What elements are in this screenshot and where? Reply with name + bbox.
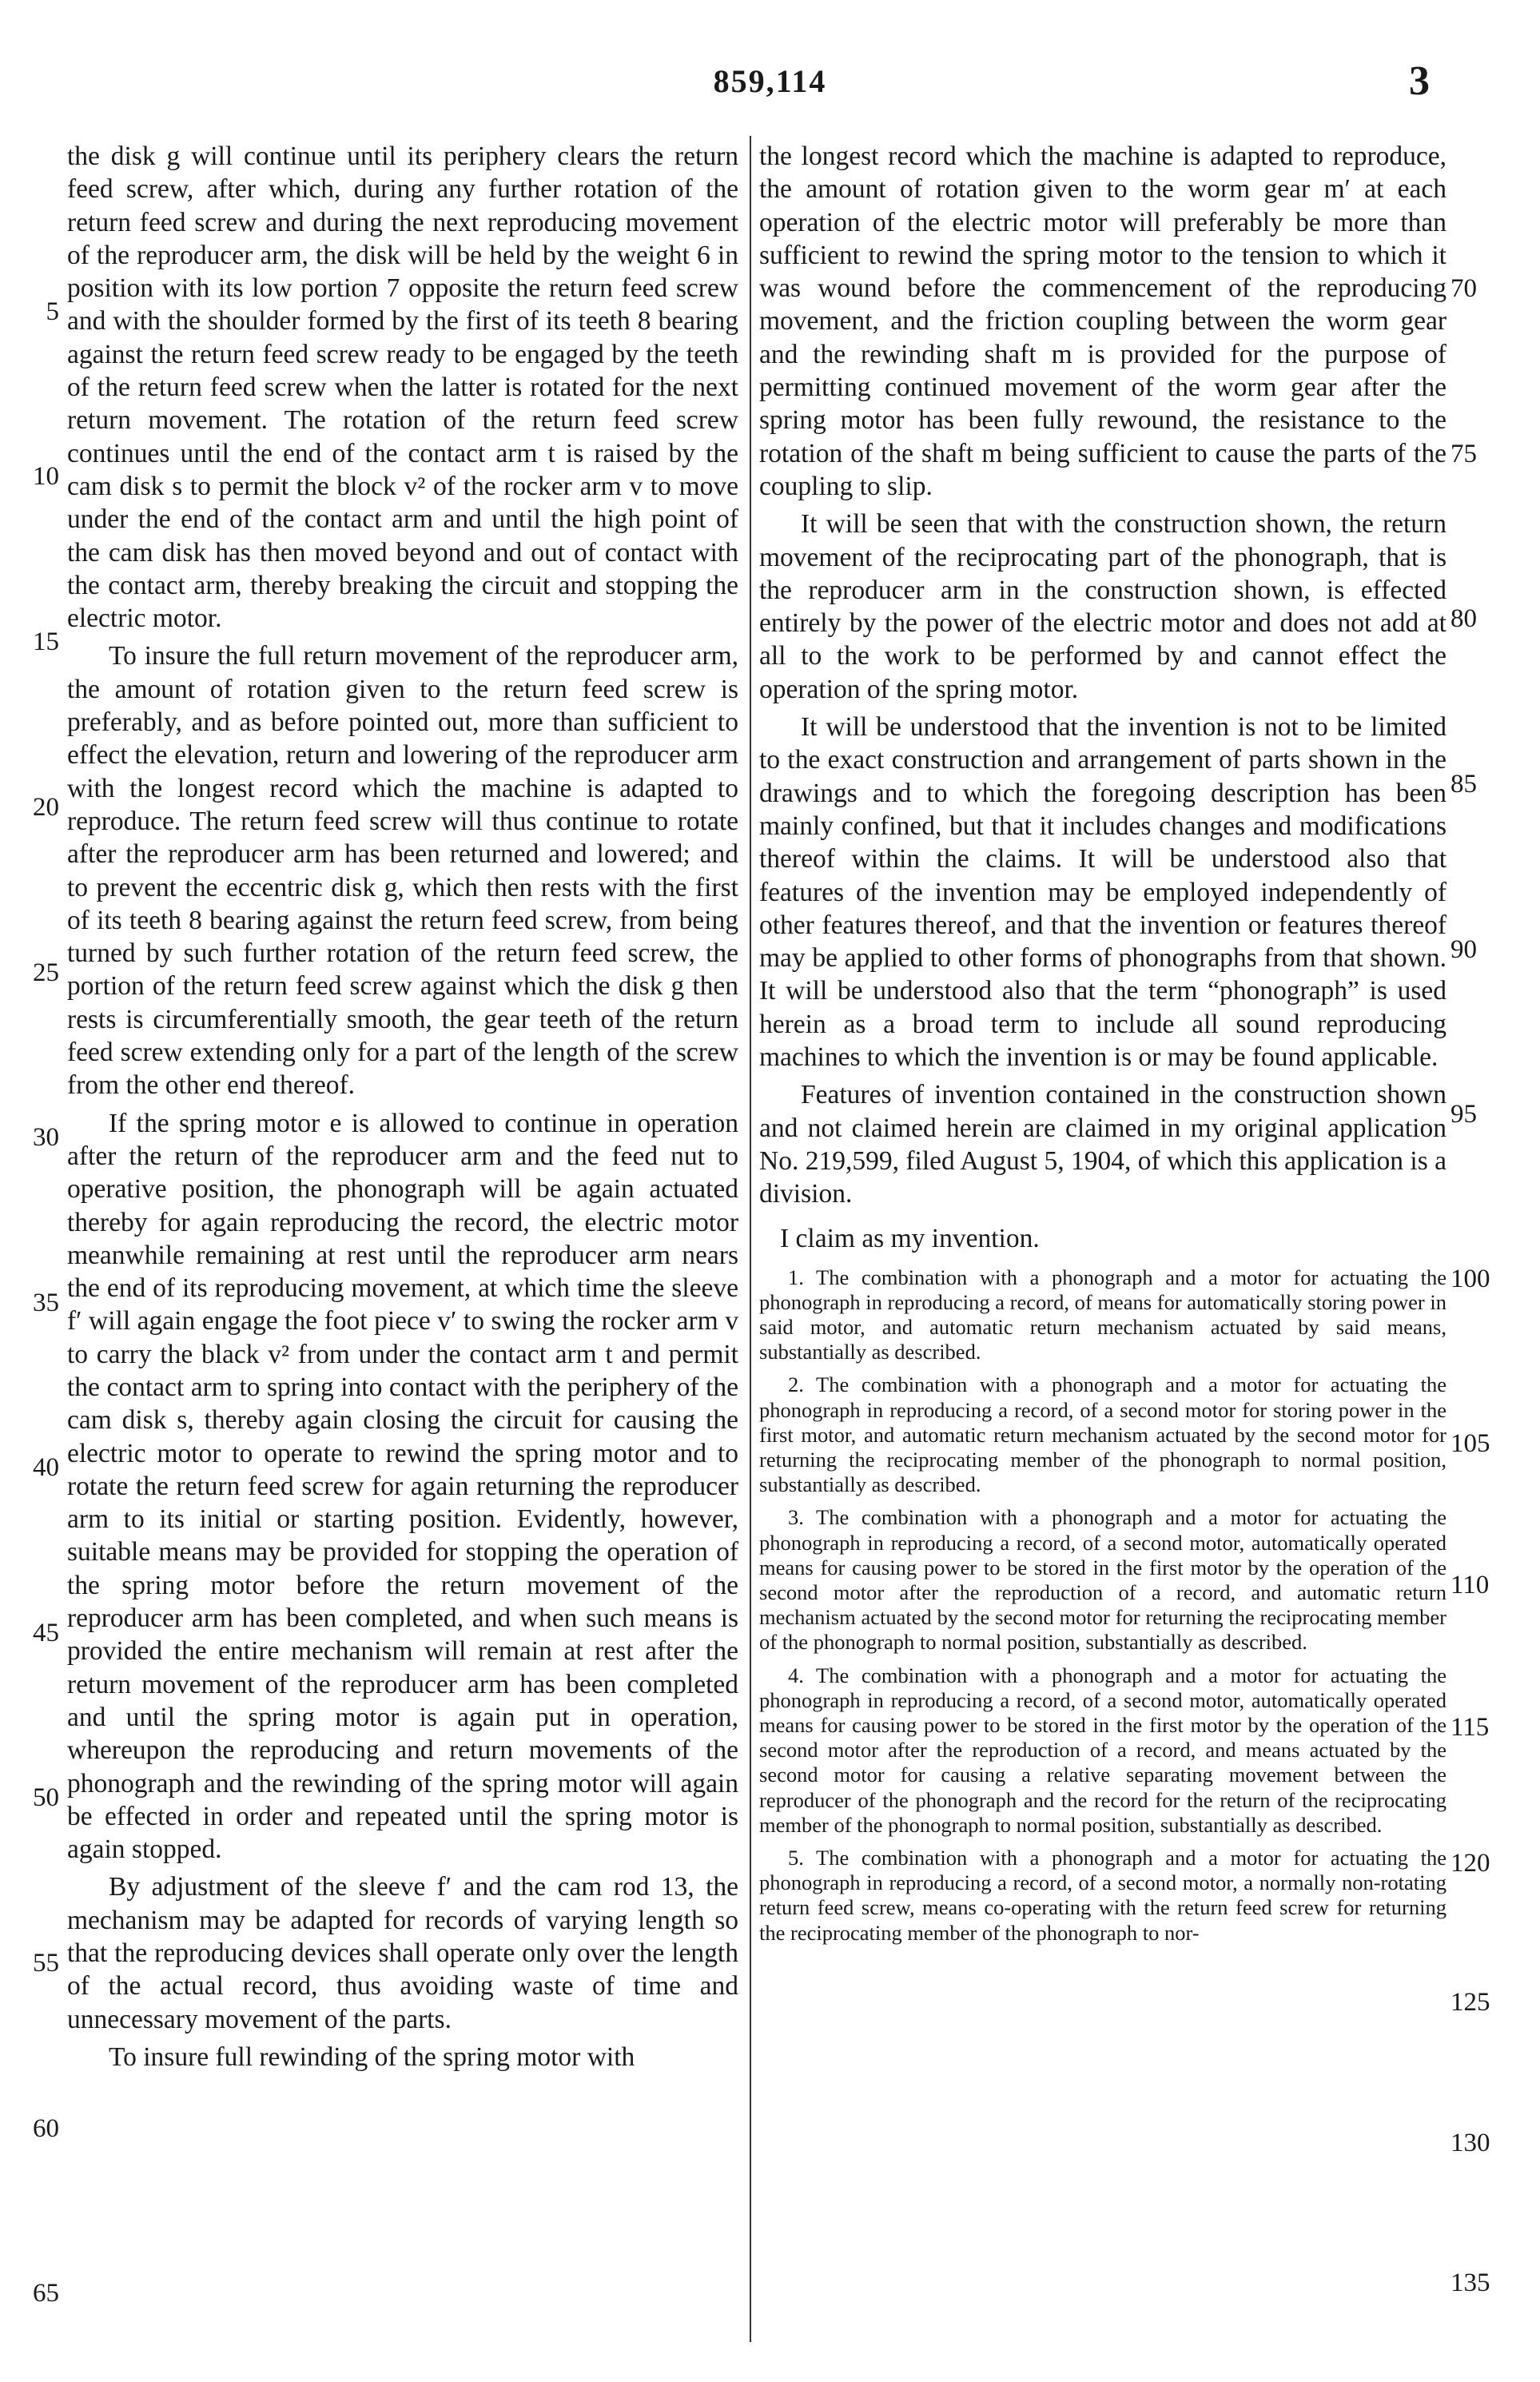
line-number: 130 xyxy=(1450,2129,1490,2157)
right-paragraph-2: It will be seen that with the construction shown, the return movement of the reciprocating part of the phonograph, that is the reproducer arm in the construction shown, is effected entirely by the power of the electric motor and does not add at all to the work to be performed by and cannot effect the operation of the spring motor. xyxy=(759,509,1446,704)
line-number: 55 xyxy=(33,1949,59,1978)
page-number: 3 xyxy=(1409,58,1430,104)
claims-heading: I claim as my invention. xyxy=(780,1223,1040,1253)
line-number: 85 xyxy=(1450,770,1477,799)
claim-4: 4. The combination with a phonograph and a motor for actuating the phonograph in reproducing a record, of a second motor, automatically operated means for causing power to be stored in the first motor by the operation of the second motor after the reproduction of a record, and means actuated by the second motor for causing a relative separating movement between the reproducer of the phonograph and the record for the return of the reciprocating member of the phonograph to normal position, substantially as described. xyxy=(759,1663,1446,1837)
line-number: 5 xyxy=(46,297,59,326)
right-paragraph-4: Features of invention contained in the construction shown and not claimed herein are claimed in my original application No. 219,599, filed August 5, 1904, of which this application is a division. xyxy=(759,1080,1446,1209)
left-paragraph-4: By adjustment of the sleeve f′ and the cam rod 13, the mechanism may be adapted for records of varying length so that the reproducing devices shall operate only over the length of the actual record, thus avoiding waste of time and unnecessary movement of the parts. xyxy=(67,1872,738,2034)
right-paragraph-3: It will be understood that the invention is not to be limited to the exact construction and arrangement of parts shown in the drawings and to which the foregoing description has been mainly confined, but that it includes changes and modifications thereof within the claims. It will be understood also that features of the invention may be employed independently of other features thereof, and that the invention or features thereof may be applied to other forms of phonographs from that shown. It will be understood also that the term “phonograph” is used herein as a broad term to include all sound reproducing machines to which the invention is or may be found applicable. xyxy=(759,712,1446,1073)
line-number: 50 xyxy=(33,1783,59,1812)
line-number: 30 xyxy=(33,1123,59,1152)
line-number: 135 xyxy=(1450,2268,1490,2297)
left-paragraph-3: If the spring motor e is allowed to continue in operation after the return of the reproducer arm and the feed nut to operative position, the phonograph will be again actuated thereby for again reproducing the record, the electric motor meanwhile remaining at rest until the reproducer arm nears the end of its reproducing movement, at which time the sleeve f′ will again engage the foot piece v′ to swing the rocker arm v to carry the black v² from under the contact arm t and permit the contact arm to spring into contact with the periphery of the cam disk s, thereby again closing the circuit for causing the electric motor to operate to rewind the spring motor and to rotate the return feed screw for again returning the reproducer arm to its initial or starting position. Evidently, however, suitable means may be provided for stopping the operation of the spring motor before the return movement of the reproducer arm has been completed, and when such means is provided the entire mechanism will remain at rest after the return movement of the reproducer arm has been completed and until the spring motor is again put in operation, whereupon the reproducing and return movements of the phonograph and the rewinding of the spring motor will again be effected in order and repeated until the spring motor is again stopped. xyxy=(67,1108,738,1865)
claim-2: 2. The combination with a phonograph and a motor for actuating the phonograph in reproducing a record, of a second motor for storing power in the first motor, and automatic return mechanism actuated by the second motor for returning the reciprocating member of the phonograph to normal position, substantially as described. xyxy=(759,1372,1446,1497)
right-paragraph-1: the longest record which the machine is adapted to reproduce, the amount of rotation given to the worm gear m′ at each operation of the electric motor will preferably be more than sufficient to rewind the spring motor to the tension to which it was wound before the commencement of the reproducing movement, and the friction coupling between the worm gear and the rewinding shaft m is provided for the purpose of permitting continued movement of the worm gear after the spring motor has been fully rewound, the resistance to the rotation of the shaft m being sufficient to cause the parts of the coupling to slip. xyxy=(759,141,1446,501)
line-number: 75 xyxy=(1450,440,1477,468)
line-number: 35 xyxy=(33,1289,59,1317)
left-column xyxy=(67,140,738,2078)
line-number: 120 xyxy=(1450,1849,1490,1878)
line-number: 110 xyxy=(1450,1571,1490,1599)
line-number: 65 xyxy=(33,2279,59,2308)
line-number: 95 xyxy=(1450,1100,1477,1129)
line-number: 10 xyxy=(33,462,59,491)
line-number: 105 xyxy=(1450,1429,1490,1458)
patent-number: 859,114 xyxy=(713,63,827,99)
line-number: 40 xyxy=(33,1453,59,1482)
line-number: 70 xyxy=(1450,274,1477,303)
right-column xyxy=(759,140,1446,1954)
line-number: 15 xyxy=(33,627,59,656)
line-number: 45 xyxy=(33,1619,59,1647)
column-divider xyxy=(750,136,751,2342)
claim-1: 1. The combination with a phonograph and a motor for actuating the phonograph in reproducing a record, of means for automatically storing power in said motor, and automatic return mechanism actuated by said means, substantially as described. xyxy=(759,1265,1446,1364)
line-number: 60 xyxy=(33,2114,59,2143)
line-number: 90 xyxy=(1450,935,1477,964)
left-paragraph-2: To insure the full return movement of the reproducer arm, the amount of rotation given to the return feed screw is preferably, and as before pointed out, more than sufficient to effect the elevation, return and lowering of the reproducer arm with the longest record which the machine is adapted to reproduce. The return feed screw will thus continue to rotate after the reproducer arm has been returned and lowered; and to prevent the eccentric disk g, which then rests with the first of its teeth 8 bearing against the return feed screw, from being turned by such further rotation of the return feed screw, the portion of the return feed screw against which the disk g then rests is circumferentially smooth, the gear teeth of the return feed screw extending only for a part of the length of the screw from the other end thereof. xyxy=(67,641,738,1101)
page-header xyxy=(0,58,1540,110)
left-paragraph-5: To insure full rewinding of the spring motor with xyxy=(109,2041,635,2072)
line-number: 100 xyxy=(1450,1265,1490,1293)
left-paragraph-1: the disk g will continue until its periphery clears the return feed screw, after which, during any further rotation of the return feed screw and during the next reproducing movement of the reproducer arm, the disk will be held by the weight 6 in position with its low portion 7 opposite the return feed screw and with the shoulder formed by the first of its teeth 8 bearing against the return feed screw ready to be engaged by the teeth of the return feed screw when the latter is rotated for the next return movement. The rotation of the return feed screw continues until the end of the contact arm t is raised by the cam disk s to permit the block v² of the rocker arm v to move under the end of the contact arm and until the high point of the cam disk has then moved beyond and out of contact with the contact arm, thereby breaking the circuit and stopping the electric motor. xyxy=(67,141,738,634)
line-number: 25 xyxy=(33,958,59,987)
line-number: 115 xyxy=(1450,1713,1490,1742)
line-number: 20 xyxy=(33,793,59,822)
line-number: 125 xyxy=(1450,1988,1490,2017)
line-number: 80 xyxy=(1450,604,1477,633)
claim-3: 3. The combination with a phonograph and a motor for actuating the phonograph in reproducing a record, of a second motor, automatically operated means for causing power to be stored in the first motor by the operation of the second motor after the reproduction of a record, and automatic return mechanism actuated by the second motor for returning the reciprocating member of the phonograph to normal position, substantially as described. xyxy=(759,1505,1446,1655)
claim-5: 5. The combination with a phonograph and a motor for actuating the phonograph in reproducing a record, of a second motor, a normally non-rotating return feed screw, means co-operating with the return feed screw for returning the reciprocating member of the phonograph to nor- xyxy=(759,1845,1446,1945)
